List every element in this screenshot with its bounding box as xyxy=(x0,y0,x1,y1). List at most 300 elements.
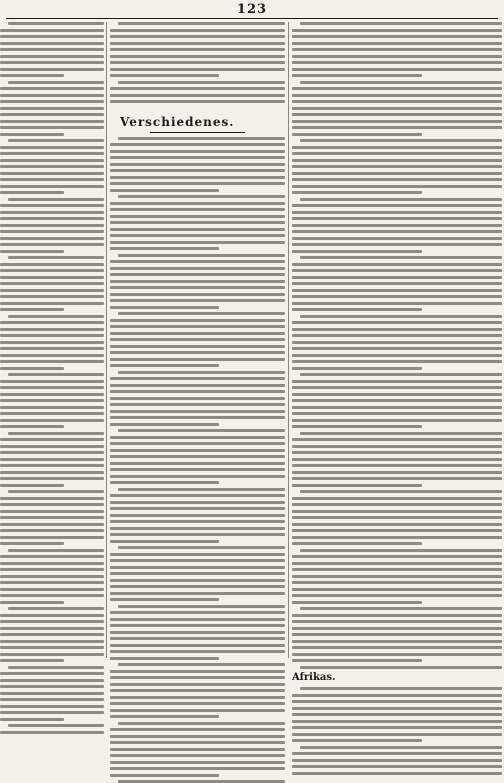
text-line-placeholder xyxy=(0,510,104,513)
text-line-placeholder xyxy=(0,360,104,363)
right-column xyxy=(292,22,502,660)
section-heading: Verschiedenes. xyxy=(110,115,285,129)
text-line-placeholder xyxy=(292,367,422,370)
text-line-placeholder xyxy=(8,666,104,669)
text-line-placeholder xyxy=(110,351,285,354)
text-line-placeholder xyxy=(0,224,104,227)
text-line-placeholder xyxy=(292,568,502,571)
text-line-placeholder xyxy=(110,390,285,393)
text-line-placeholder xyxy=(110,741,285,744)
text-line-placeholder xyxy=(292,529,502,532)
text-line-placeholder xyxy=(110,728,285,731)
text-line-placeholder xyxy=(8,198,104,201)
text-line-placeholder xyxy=(0,523,104,526)
sub-heading-africa: Afrikas. xyxy=(292,672,502,684)
text-line-placeholder xyxy=(110,306,219,309)
text-line-placeholder xyxy=(0,419,104,422)
text-line-placeholder xyxy=(0,685,104,688)
text-line-placeholder xyxy=(0,334,104,337)
text-line-placeholder xyxy=(292,726,502,729)
text-line-placeholder xyxy=(0,679,104,682)
text-line-placeholder xyxy=(292,178,502,181)
text-line-placeholder xyxy=(300,198,502,201)
text-line-placeholder xyxy=(0,646,104,649)
text-line-placeholder xyxy=(0,393,104,396)
text-line-placeholder xyxy=(110,455,285,458)
text-line-placeholder xyxy=(118,605,285,608)
text-line-placeholder xyxy=(110,618,285,621)
text-line-placeholder xyxy=(110,637,285,640)
text-line-placeholder xyxy=(0,386,104,389)
text-line-placeholder xyxy=(110,358,285,361)
text-line-placeholder xyxy=(0,458,104,461)
text-line-placeholder xyxy=(292,601,422,604)
text-line-placeholder xyxy=(292,627,502,630)
text-line-placeholder xyxy=(110,527,285,530)
text-line-placeholder xyxy=(300,256,502,259)
text-line-placeholder xyxy=(300,432,502,435)
text-line-placeholder xyxy=(110,761,285,764)
text-line-placeholder xyxy=(110,657,219,660)
text-line-placeholder xyxy=(292,126,502,129)
text-line-placeholder xyxy=(110,689,285,692)
text-line-placeholder xyxy=(0,399,104,402)
text-line-placeholder xyxy=(292,739,422,742)
text-line-placeholder xyxy=(110,631,285,634)
text-line-placeholder xyxy=(292,360,502,363)
text-line-placeholder xyxy=(0,672,104,675)
text-line-placeholder xyxy=(110,299,285,302)
left-column xyxy=(0,22,104,660)
text-line-placeholder xyxy=(0,568,104,571)
text-line-placeholder xyxy=(0,295,104,298)
text-line-placeholder xyxy=(292,159,502,162)
text-line-placeholder xyxy=(110,286,285,289)
text-line-placeholder xyxy=(8,490,104,493)
text-line-placeholder xyxy=(110,364,219,367)
text-line-placeholder xyxy=(110,540,219,543)
text-line-placeholder xyxy=(118,22,285,25)
text-line-placeholder xyxy=(0,94,104,97)
text-lines xyxy=(110,137,285,783)
text-line-placeholder xyxy=(292,458,502,461)
text-line-placeholder xyxy=(292,35,502,38)
text-line-placeholder xyxy=(0,412,104,415)
text-line-placeholder xyxy=(292,720,502,723)
text-line-placeholder xyxy=(292,172,502,175)
text-line-placeholder xyxy=(292,752,502,755)
text-line-placeholder xyxy=(0,191,64,194)
text-lines xyxy=(292,687,502,775)
text-line-placeholder xyxy=(292,406,502,409)
text-line-placeholder xyxy=(0,367,64,370)
text-line-placeholder xyxy=(0,698,104,701)
text-line-placeholder xyxy=(110,215,285,218)
text-line-placeholder xyxy=(0,42,104,45)
text-line-placeholder xyxy=(0,445,104,448)
text-line-placeholder xyxy=(292,653,502,656)
text-line-placeholder xyxy=(110,169,285,172)
text-line-placeholder xyxy=(300,666,502,669)
text-line-placeholder xyxy=(0,503,104,506)
text-line-placeholder xyxy=(292,204,502,207)
text-line-placeholder xyxy=(110,748,285,751)
text-line-placeholder xyxy=(292,328,502,331)
text-line-placeholder xyxy=(8,432,104,435)
text-line-placeholder xyxy=(292,588,502,591)
text-line-placeholder xyxy=(110,442,285,445)
text-line-placeholder xyxy=(110,345,285,348)
text-line-placeholder xyxy=(110,61,285,64)
text-line-placeholder xyxy=(0,302,104,305)
text-line-placeholder xyxy=(110,55,285,58)
text-line-placeholder xyxy=(0,48,104,51)
text-line-placeholder xyxy=(110,332,285,335)
text-line-placeholder xyxy=(292,497,502,500)
text-line-placeholder xyxy=(0,536,104,539)
text-line-placeholder xyxy=(110,767,285,770)
text-line-placeholder xyxy=(292,575,502,578)
text-line-placeholder xyxy=(0,289,104,292)
text-line-placeholder xyxy=(292,555,502,558)
text-line-placeholder xyxy=(292,100,502,103)
text-line-placeholder xyxy=(292,393,502,396)
text-line-placeholder xyxy=(292,659,422,662)
text-line-placeholder xyxy=(292,646,502,649)
text-line-placeholder xyxy=(292,55,502,58)
text-line-placeholder xyxy=(0,159,104,162)
text-line-placeholder xyxy=(0,152,104,155)
text-line-placeholder xyxy=(0,204,104,207)
text-line-placeholder xyxy=(0,588,104,591)
text-line-placeholder xyxy=(0,146,104,149)
text-line-placeholder xyxy=(0,74,64,77)
text-line-placeholder xyxy=(110,234,285,237)
text-line-placeholder xyxy=(292,503,502,506)
text-line-placeholder xyxy=(292,263,502,266)
text-line-placeholder xyxy=(292,380,502,383)
text-line-placeholder xyxy=(110,319,285,322)
text-line-placeholder xyxy=(292,640,502,643)
text-line-placeholder xyxy=(292,308,422,311)
text-line-placeholder xyxy=(0,328,104,331)
text-line-placeholder xyxy=(300,549,502,552)
text-line-placeholder xyxy=(8,373,104,376)
text-line-placeholder xyxy=(110,384,285,387)
text-line-placeholder xyxy=(110,267,285,270)
text-line-placeholder xyxy=(110,87,285,90)
text-line-placeholder xyxy=(110,280,285,283)
text-line-placeholder xyxy=(0,237,104,240)
text-line-placeholder xyxy=(0,269,104,272)
text-line-placeholder xyxy=(110,514,285,517)
text-line-placeholder xyxy=(118,254,285,257)
text-line-placeholder xyxy=(292,620,502,623)
text-line-placeholder xyxy=(110,94,285,97)
text-line-placeholder xyxy=(292,562,502,565)
text-line-placeholder xyxy=(300,81,502,84)
text-line-placeholder xyxy=(110,423,219,426)
text-line-placeholder xyxy=(292,269,502,272)
text-line-placeholder xyxy=(292,694,502,697)
text-line-placeholder xyxy=(110,696,285,699)
spacer xyxy=(110,107,285,113)
text-line-placeholder xyxy=(110,624,285,627)
text-line-placeholder xyxy=(292,185,502,188)
text-line-placeholder xyxy=(110,241,285,244)
text-line-placeholder xyxy=(110,650,285,653)
text-line-placeholder xyxy=(0,497,104,500)
text-line-placeholder xyxy=(110,202,285,205)
text-line-placeholder xyxy=(110,176,285,179)
text-line-placeholder xyxy=(292,542,422,545)
text-line-placeholder xyxy=(118,429,285,432)
text-line-placeholder xyxy=(110,572,285,575)
text-line-placeholder xyxy=(0,120,104,123)
text-line-placeholder xyxy=(118,81,285,84)
text-line-placeholder xyxy=(292,523,502,526)
text-line-placeholder xyxy=(0,581,104,584)
text-line-placeholder xyxy=(110,683,285,686)
text-line-placeholder xyxy=(300,746,502,749)
text-line-placeholder xyxy=(292,341,502,344)
column-divider xyxy=(288,22,289,658)
text-line-placeholder xyxy=(0,594,104,597)
text-line-placeholder xyxy=(110,475,285,478)
text-line-placeholder xyxy=(0,451,104,454)
text-line-placeholder xyxy=(292,445,502,448)
text-line-placeholder xyxy=(0,100,104,103)
text-line-placeholder xyxy=(0,633,104,636)
text-line-placeholder xyxy=(110,566,285,569)
text-line-placeholder xyxy=(0,406,104,409)
text-line-placeholder xyxy=(110,702,285,705)
text-line-placeholder xyxy=(292,581,502,584)
text-line-placeholder xyxy=(0,341,104,344)
text-line-placeholder xyxy=(292,464,502,467)
text-line-placeholder xyxy=(110,559,285,562)
text-line-placeholder xyxy=(292,733,502,736)
text-line-placeholder xyxy=(292,707,502,710)
text-line-placeholder xyxy=(110,754,285,757)
text-line-placeholder xyxy=(0,276,104,279)
text-line-placeholder xyxy=(0,542,64,545)
text-line-placeholder xyxy=(292,191,422,194)
text-line-placeholder xyxy=(118,371,285,374)
text-line-placeholder xyxy=(110,377,285,380)
text-line-placeholder xyxy=(110,735,285,738)
text-line-placeholder xyxy=(110,592,285,595)
text-line-placeholder xyxy=(0,711,104,714)
text-line-placeholder xyxy=(110,468,285,471)
text-line-placeholder xyxy=(110,143,285,146)
text-line-placeholder xyxy=(0,562,104,565)
text-line-placeholder xyxy=(0,692,104,695)
text-lines xyxy=(0,22,104,734)
text-line-placeholder xyxy=(110,611,285,614)
text-line-placeholder xyxy=(292,107,502,110)
text-line-placeholder xyxy=(110,397,285,400)
text-line-placeholder xyxy=(292,713,502,716)
page-header xyxy=(0,0,504,22)
text-line-placeholder xyxy=(110,585,285,588)
text-line-placeholder xyxy=(0,250,64,253)
text-line-placeholder xyxy=(0,731,104,734)
text-line-placeholder xyxy=(292,510,502,513)
text-line-placeholder xyxy=(300,373,502,376)
text-line-placeholder xyxy=(110,338,285,341)
text-line-placeholder xyxy=(292,68,502,71)
text-line-placeholder xyxy=(0,529,104,532)
text-line-placeholder xyxy=(292,120,502,123)
page-number: 123 xyxy=(0,2,504,17)
text-line-placeholder xyxy=(0,659,64,662)
text-line-placeholder xyxy=(300,315,502,318)
text-line-placeholder xyxy=(0,217,104,220)
text-line-placeholder xyxy=(292,224,502,227)
text-line-placeholder xyxy=(110,150,285,153)
text-line-placeholder xyxy=(292,700,502,703)
text-line-placeholder xyxy=(110,598,219,601)
text-line-placeholder xyxy=(292,425,422,428)
text-line-placeholder xyxy=(0,321,104,324)
text-line-placeholder xyxy=(0,627,104,630)
text-line-placeholder xyxy=(0,133,64,136)
text-line-placeholder xyxy=(110,35,285,38)
text-line-placeholder xyxy=(0,230,104,233)
text-line-placeholder xyxy=(292,302,502,305)
text-line-placeholder xyxy=(292,87,502,90)
text-line-placeholder xyxy=(292,295,502,298)
text-line-placeholder xyxy=(0,35,104,38)
text-line-placeholder xyxy=(0,61,104,64)
text-line-placeholder xyxy=(0,107,104,110)
text-line-placeholder xyxy=(8,607,104,610)
text-line-placeholder xyxy=(292,412,502,415)
text-line-placeholder xyxy=(292,289,502,292)
text-lines xyxy=(292,22,502,669)
text-line-placeholder xyxy=(110,68,285,71)
text-line-placeholder xyxy=(292,243,502,246)
text-line-placeholder xyxy=(292,399,502,402)
text-line-placeholder xyxy=(110,325,285,328)
text-line-placeholder xyxy=(110,553,285,556)
text-line-placeholder xyxy=(118,488,285,491)
text-line-placeholder xyxy=(0,211,104,214)
text-line-placeholder xyxy=(110,156,285,159)
text-line-placeholder xyxy=(110,579,285,582)
text-line-placeholder xyxy=(110,436,285,439)
text-line-placeholder xyxy=(292,42,502,45)
text-line-placeholder xyxy=(0,126,104,129)
text-line-placeholder xyxy=(292,438,502,441)
text-line-placeholder xyxy=(110,481,219,484)
text-line-placeholder xyxy=(0,172,104,175)
middle-column xyxy=(110,22,285,660)
text-line-placeholder xyxy=(292,61,502,64)
text-line-placeholder xyxy=(292,759,502,762)
text-line-placeholder xyxy=(0,185,104,188)
text-line-placeholder xyxy=(292,133,422,136)
text-line-placeholder xyxy=(110,208,285,211)
text-line-placeholder xyxy=(292,230,502,233)
text-line-placeholder xyxy=(110,449,285,452)
text-line-placeholder xyxy=(292,74,422,77)
text-line-placeholder xyxy=(0,380,104,383)
text-line-placeholder xyxy=(110,163,285,166)
text-line-placeholder xyxy=(0,308,64,311)
text-line-placeholder xyxy=(110,507,285,510)
text-line-placeholder xyxy=(292,211,502,214)
text-line-placeholder xyxy=(0,87,104,90)
text-line-placeholder xyxy=(0,484,64,487)
text-line-placeholder xyxy=(292,250,422,253)
text-line-placeholder xyxy=(300,687,502,690)
text-line-placeholder xyxy=(118,663,285,666)
text-line-placeholder xyxy=(0,178,104,181)
text-line-placeholder xyxy=(110,48,285,51)
text-line-placeholder xyxy=(0,425,64,428)
text-line-placeholder xyxy=(292,152,502,155)
text-line-placeholder xyxy=(110,182,285,185)
text-line-placeholder xyxy=(292,354,502,357)
text-line-placeholder xyxy=(0,29,104,32)
text-line-placeholder xyxy=(110,416,285,419)
text-line-placeholder xyxy=(110,228,285,231)
text-line-placeholder xyxy=(110,520,285,523)
text-line-placeholder xyxy=(110,644,285,647)
text-line-placeholder xyxy=(300,607,502,610)
text-line-placeholder xyxy=(110,501,285,504)
text-line-placeholder xyxy=(0,55,104,58)
text-line-placeholder xyxy=(118,546,285,549)
text-line-placeholder xyxy=(110,29,285,32)
text-line-placeholder xyxy=(0,165,104,168)
text-line-placeholder xyxy=(0,243,104,246)
text-line-placeholder xyxy=(292,484,422,487)
text-line-placeholder xyxy=(292,536,502,539)
header-rule xyxy=(6,18,498,19)
text-line-placeholder xyxy=(110,533,285,536)
text-line-placeholder xyxy=(292,477,502,480)
text-line-placeholder xyxy=(300,139,502,142)
text-line-placeholder xyxy=(0,113,104,116)
text-line-placeholder xyxy=(300,22,502,25)
text-line-placeholder xyxy=(0,438,104,441)
text-line-placeholder xyxy=(292,334,502,337)
text-line-placeholder xyxy=(110,100,285,103)
text-line-placeholder xyxy=(0,471,104,474)
text-line-placeholder xyxy=(8,22,104,25)
text-line-placeholder xyxy=(110,42,285,45)
text-line-placeholder xyxy=(292,276,502,279)
text-line-placeholder xyxy=(8,139,104,142)
text-line-placeholder xyxy=(292,94,502,97)
text-line-placeholder xyxy=(0,718,64,721)
text-line-placeholder xyxy=(110,670,285,673)
text-line-placeholder xyxy=(110,403,285,406)
text-line-placeholder xyxy=(292,451,502,454)
text-line-placeholder xyxy=(292,594,502,597)
text-line-placeholder xyxy=(292,419,502,422)
text-line-placeholder xyxy=(110,494,285,497)
text-line-placeholder xyxy=(292,29,502,32)
text-line-placeholder xyxy=(8,81,104,84)
text-line-placeholder xyxy=(110,221,285,224)
text-line-placeholder xyxy=(8,549,104,552)
text-line-placeholder xyxy=(292,48,502,51)
column-divider xyxy=(106,22,107,658)
